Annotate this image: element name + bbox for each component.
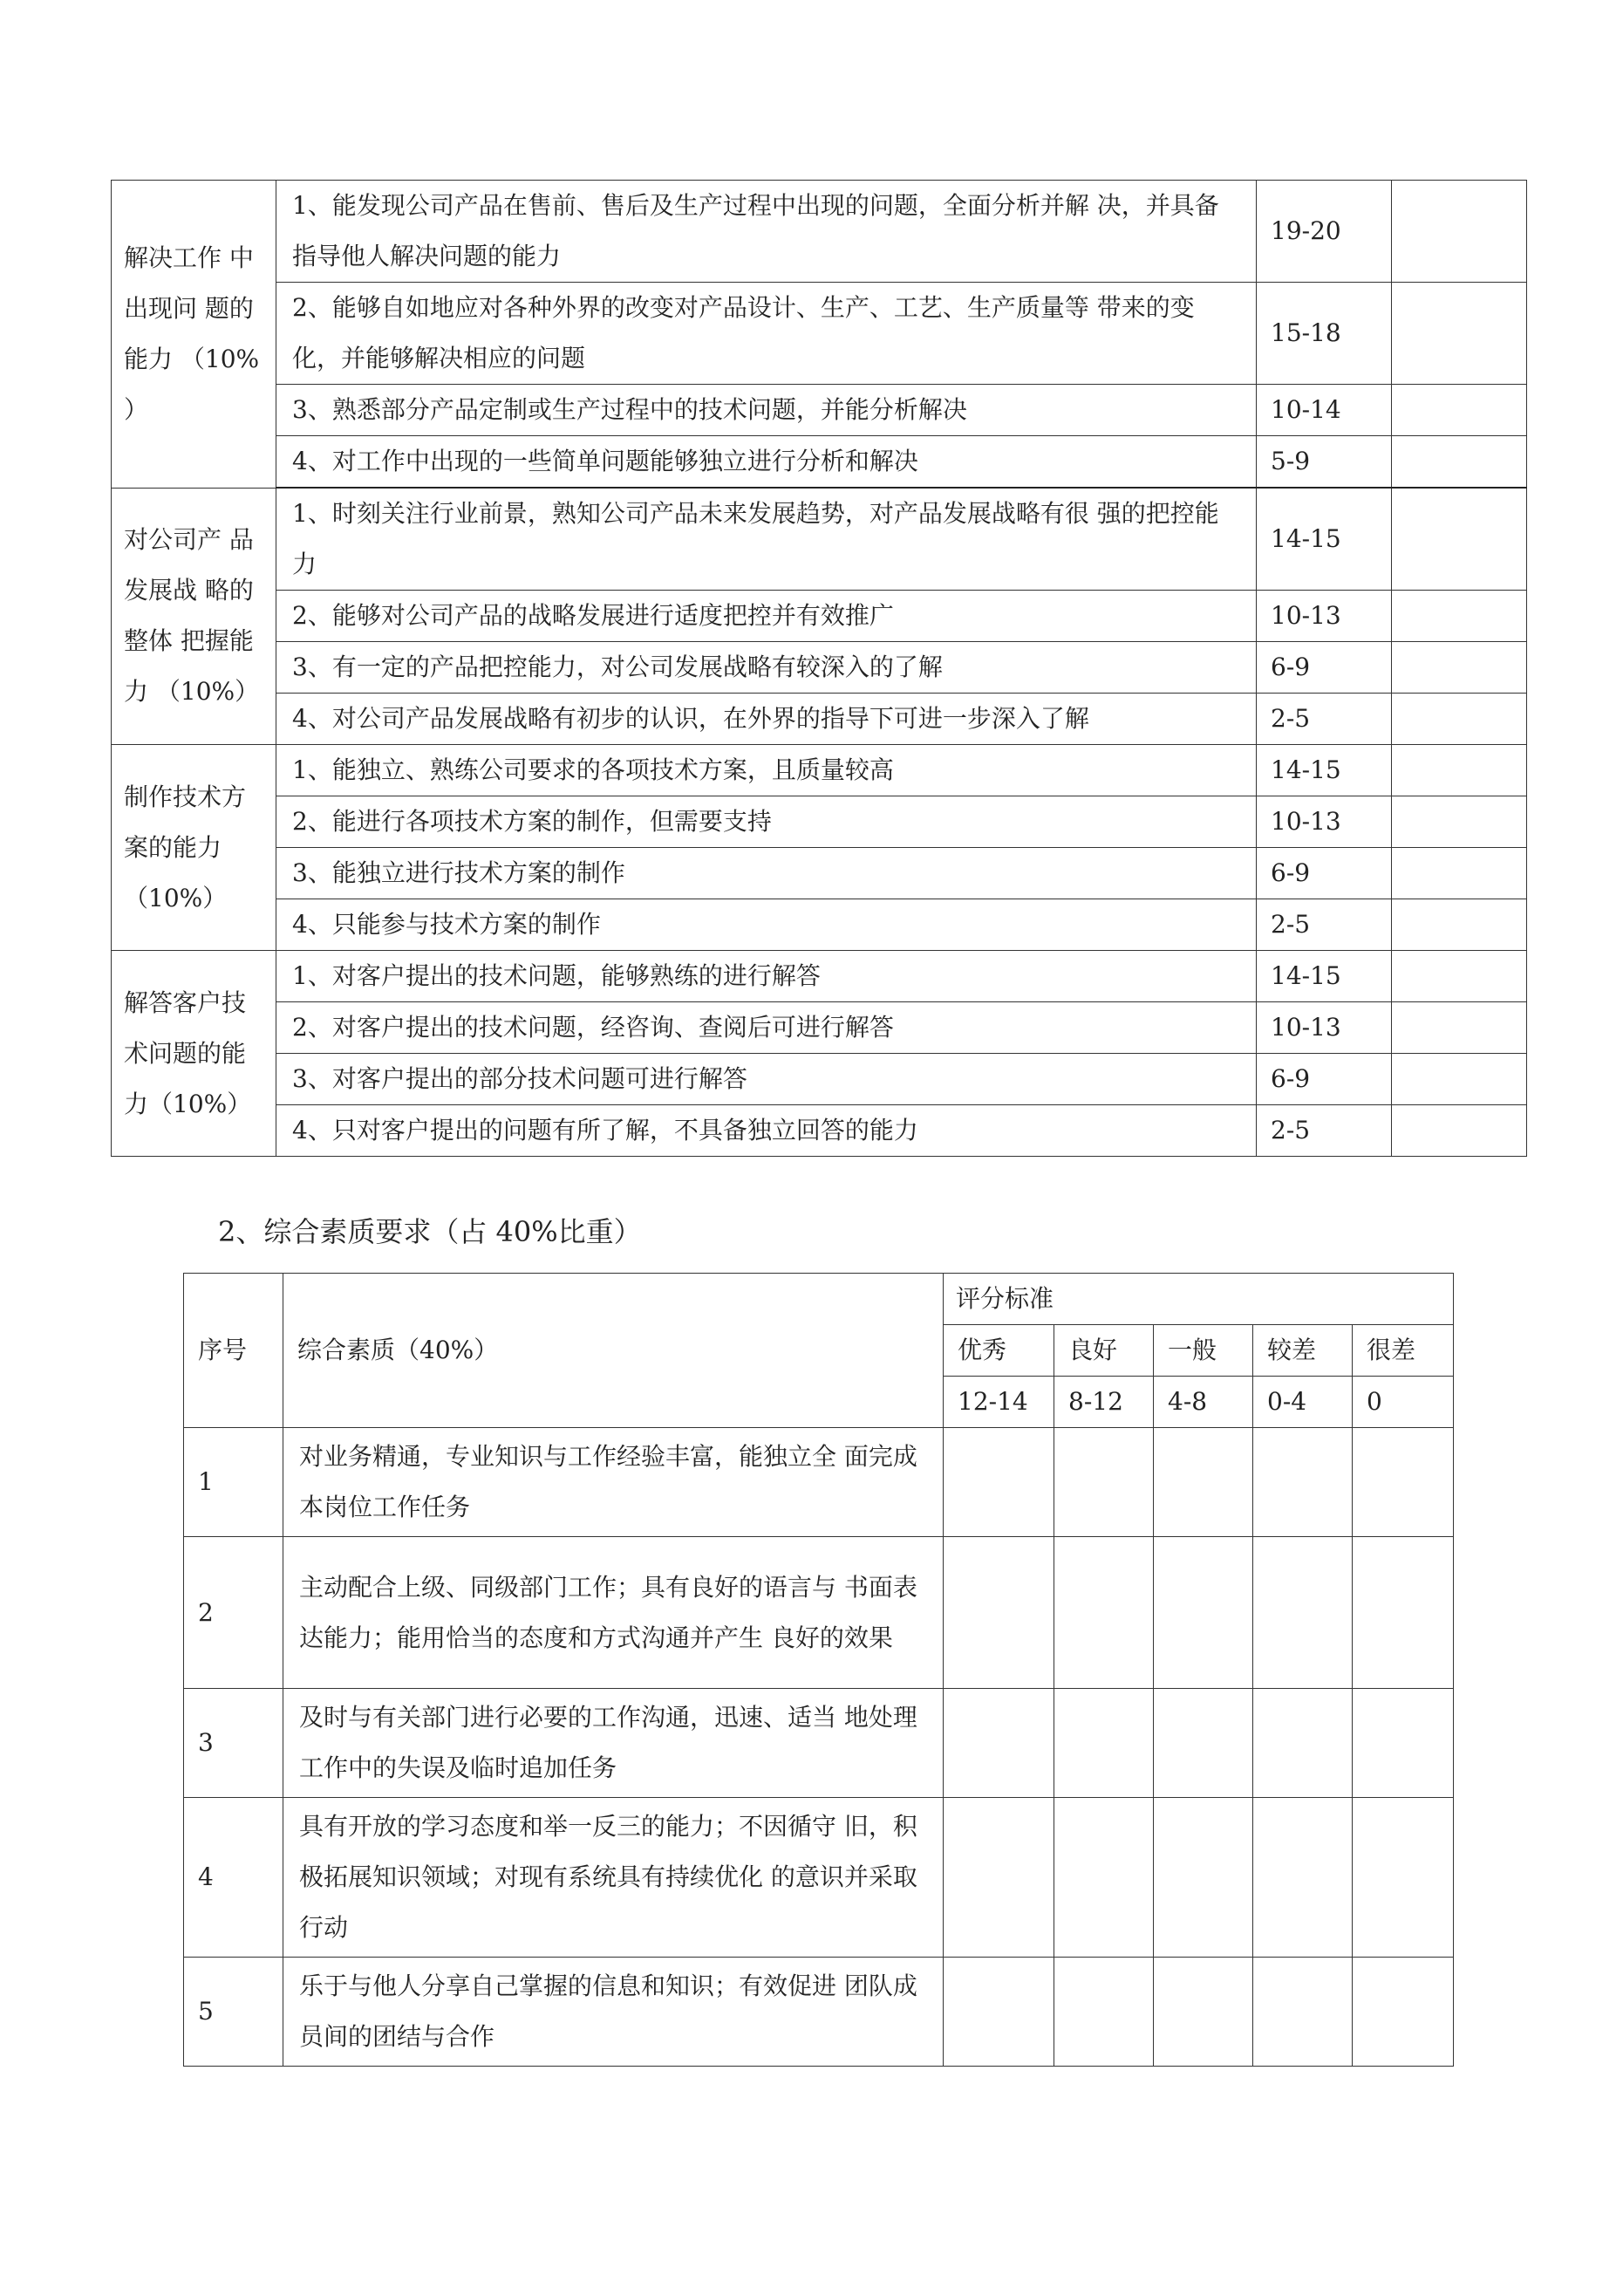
rating-cell[interactable] (1392, 488, 1527, 591)
criterion-desc: 2、能够自如地应对各种外界的改变对产品设计、生产、工艺、生产质量等 带来的变化，并能够解决相应的问题 (276, 283, 1257, 385)
quality-item: 乐于与他人分享自己掌握的信息和知识；有效促进 团队成员间的团结与合作 (283, 1958, 944, 2067)
criterion-desc: 3、有一定的产品把控能力，对公司发展战略有较深入的了解 (276, 642, 1257, 694)
rating-cell[interactable] (1054, 1958, 1154, 2067)
criterion-score: 10-13 (1257, 796, 1392, 848)
level-range: 4-8 (1154, 1377, 1253, 1428)
rating-cell[interactable] (1154, 1798, 1253, 1958)
criterion-desc: 2、能进行各项技术方案的制作，但需要支持 (276, 796, 1257, 848)
rating-cell[interactable] (1253, 1798, 1353, 1958)
rating-cell[interactable] (1392, 1054, 1527, 1105)
rating-cell[interactable] (1392, 951, 1527, 1002)
level-range: 8-12 (1054, 1377, 1154, 1428)
criterion-score: 19-20 (1257, 181, 1392, 283)
rating-cell[interactable] (1392, 181, 1527, 283)
row-no: 3 (184, 1689, 283, 1798)
criterion-score: 10-13 (1257, 591, 1392, 642)
quality-item: 主动配合上级、同级部门工作；具有良好的语言与 书面表达能力；能用恰当的态度和方式沟通并产生 良好的效果 (283, 1537, 944, 1689)
level-range: 0 (1353, 1377, 1454, 1428)
rating-cell[interactable] (1392, 1105, 1527, 1157)
criterion-score: 2-5 (1257, 694, 1392, 745)
level-label: 很差 (1353, 1325, 1454, 1377)
rating-cell[interactable] (1054, 1537, 1154, 1689)
rating-cell[interactable] (1353, 1689, 1454, 1798)
header-standard: 评分标准 (944, 1274, 1454, 1325)
criterion-desc: 2、对客户提出的技术问题，经咨询、查阅后可进行解答 (276, 1002, 1257, 1054)
quality-scoring-table (183, 1273, 1454, 2067)
criterion-score: 10-14 (1257, 385, 1392, 436)
criterion-score: 6-9 (1257, 1054, 1392, 1105)
rating-cell[interactable] (1154, 1689, 1253, 1798)
rating-cell[interactable] (1392, 591, 1527, 642)
level-range: 12-14 (944, 1377, 1054, 1428)
quality-item: 及时与有关部门进行必要的工作沟通，迅速、适当 地处理工作中的失误及临时追加任务 (283, 1689, 944, 1798)
criterion-desc: 3、能独立进行技术方案的制作 (276, 848, 1257, 899)
criterion-score: 10-13 (1257, 1002, 1392, 1054)
category-tech-proposal: 制作技术方案的能力（10%） (112, 745, 276, 951)
section-title: 2、综合素质要求（占 40%比重） (218, 1215, 642, 1248)
criterion-desc: 1、时刻关注行业前景，熟知公司产品未来发展趋势，对产品发展战略有很 强的把控能力 (276, 488, 1257, 591)
criterion-desc: 1、能发现公司产品在售前、售后及生产过程中出现的问题，全面分析并解 决，并具备指导他人解决问题的能力 (276, 181, 1257, 283)
level-range: 0-4 (1253, 1377, 1353, 1428)
level-label: 优秀 (944, 1325, 1054, 1377)
rating-cell[interactable] (1392, 283, 1527, 385)
rating-cell[interactable] (1392, 385, 1527, 436)
criterion-score: 6-9 (1257, 642, 1392, 694)
category-strategy-grasp: 对公司产 品发展战 略的整体 把握能力 （10%） (112, 488, 276, 745)
rating-cell[interactable] (944, 1537, 1054, 1689)
rating-cell[interactable] (1154, 1958, 1253, 2067)
criterion-desc: 3、对客户提出的部分技术问题可进行解答 (276, 1054, 1257, 1105)
rating-cell[interactable] (1392, 848, 1527, 899)
level-label: 较差 (1253, 1325, 1353, 1377)
rating-cell[interactable] (1392, 745, 1527, 796)
criterion-desc: 4、只对客户提出的问题有所了解，不具备独立回答的能力 (276, 1105, 1257, 1157)
rating-cell[interactable] (944, 1689, 1054, 1798)
row-no: 2 (184, 1537, 283, 1689)
criterion-desc: 1、能独立、熟练公司要求的各项技术方案，且质量较高 (276, 745, 1257, 796)
rating-cell[interactable] (1253, 1537, 1353, 1689)
criterion-desc: 4、对公司产品发展战略有初步的认识，在外界的指导下可进一步深入了解 (276, 694, 1257, 745)
rating-cell[interactable] (1054, 1428, 1154, 1537)
rating-cell[interactable] (1154, 1428, 1253, 1537)
rating-cell[interactable] (944, 1798, 1054, 1958)
row-no: 1 (184, 1428, 283, 1537)
criterion-desc: 2、能够对公司产品的战略发展进行适度把控并有效推广 (276, 591, 1257, 642)
row-no: 5 (184, 1958, 283, 2067)
criterion-desc: 4、只能参与技术方案的制作 (276, 899, 1257, 951)
criterion-score: 2-5 (1257, 899, 1392, 951)
level-label: 良好 (1054, 1325, 1154, 1377)
rating-cell[interactable] (1392, 694, 1527, 745)
criterion-score: 6-9 (1257, 848, 1392, 899)
criterion-score: 14-15 (1257, 745, 1392, 796)
rating-cell[interactable] (1353, 1958, 1454, 2067)
criterion-desc: 3、熟悉部分产品定制或生产过程中的技术问题，并能分析解决 (276, 385, 1257, 436)
criterion-score: 2-5 (1257, 1105, 1392, 1157)
header-no: 序号 (184, 1274, 283, 1428)
criterion-desc: 4、对工作中出现的一些简单问题能够独立进行分析和解决 (276, 436, 1257, 489)
rating-cell[interactable] (1353, 1798, 1454, 1958)
rating-cell[interactable] (1054, 1798, 1154, 1958)
rating-cell[interactable] (1392, 436, 1527, 489)
rating-cell[interactable] (1353, 1428, 1454, 1537)
criterion-score: 5-9 (1257, 436, 1392, 489)
quality-item: 具有开放的学习态度和举一反三的能力；不因循守 旧，积极拓展知识领域；对现有系统具有持续优化 的意识并采取行动 (283, 1798, 944, 1958)
header-item: 综合素质（40%） (283, 1274, 944, 1428)
rating-cell[interactable] (1253, 1958, 1353, 2067)
rating-cell[interactable] (1392, 899, 1527, 951)
rating-cell[interactable] (1253, 1428, 1353, 1537)
level-label: 一般 (1154, 1325, 1253, 1377)
rating-cell[interactable] (1154, 1537, 1253, 1689)
criterion-score: 15-18 (1257, 283, 1392, 385)
criterion-score: 14-15 (1257, 951, 1392, 1002)
quality-item: 对业务精通，专业知识与工作经验丰富，能独立全 面完成本岗位工作任务 (283, 1428, 944, 1537)
rating-cell[interactable] (1392, 1002, 1527, 1054)
ability-scoring-table (111, 180, 1527, 1157)
category-problem-solving: 解决工作 中出现问 题的能力 （10% ） (112, 181, 276, 489)
category-customer-tech-answers: 解答客户技术问题的能力（10%） (112, 951, 276, 1157)
criterion-desc: 1、对客户提出的技术问题，能够熟练的进行解答 (276, 951, 1257, 1002)
rating-cell[interactable] (1392, 796, 1527, 848)
rating-cell[interactable] (944, 1428, 1054, 1537)
rating-cell[interactable] (1054, 1689, 1154, 1798)
rating-cell[interactable] (1253, 1689, 1353, 1798)
row-no: 4 (184, 1798, 283, 1958)
rating-cell[interactable] (1392, 642, 1527, 694)
rating-cell[interactable] (944, 1958, 1054, 2067)
criterion-score: 14-15 (1257, 488, 1392, 591)
rating-cell[interactable] (1353, 1537, 1454, 1689)
